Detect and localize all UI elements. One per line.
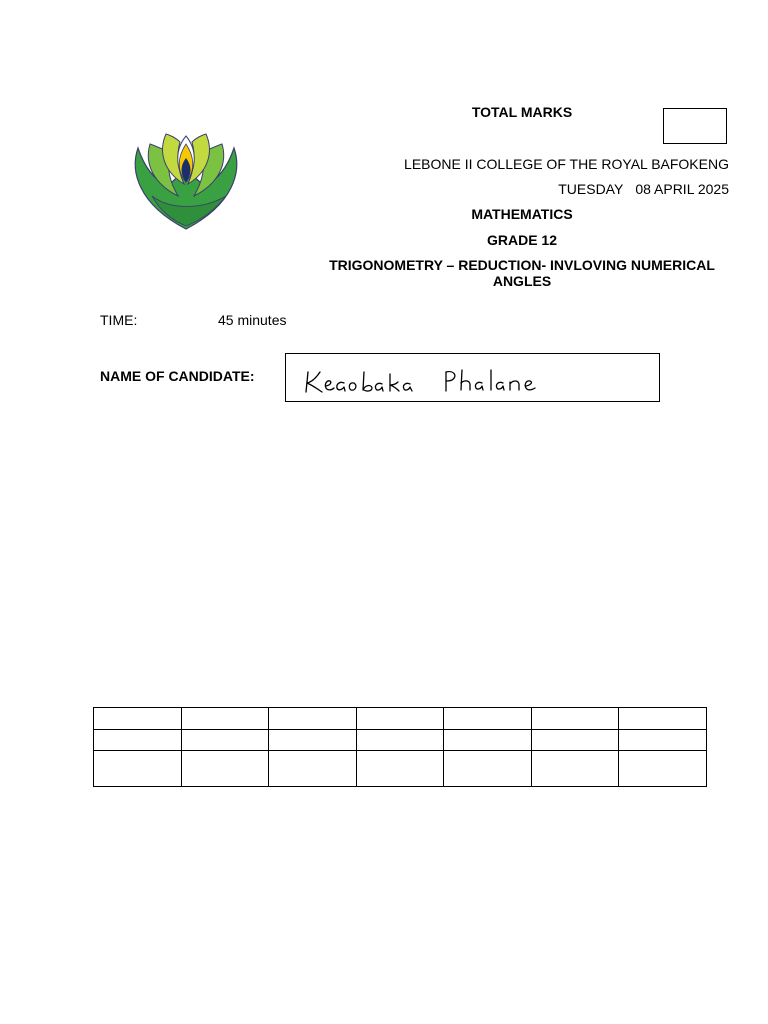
subject-title: MATHEMATICS <box>471 206 573 222</box>
marks-table <box>93 707 707 787</box>
topic-title: TRIGONOMETRY – REDUCTION- INVLOVING NUMERICAL ANGLES <box>329 257 715 289</box>
table-cell[interactable] <box>444 708 532 730</box>
table-cell[interactable] <box>269 708 357 730</box>
table-cell[interactable] <box>531 708 619 730</box>
grade-title: GRADE 12 <box>486 232 558 248</box>
candidate-name-field[interactable] <box>285 353 660 402</box>
table-cell[interactable] <box>531 751 619 787</box>
table-cell[interactable] <box>181 708 269 730</box>
table-row <box>94 730 707 751</box>
school-name: LEBONE II COLLEGE OF THE ROYAL BAFOKENG <box>404 156 729 172</box>
time-label: TIME: <box>100 312 138 328</box>
table-cell[interactable] <box>269 730 357 751</box>
handwritten-signature <box>286 354 659 401</box>
table-cell[interactable] <box>269 751 357 787</box>
table-cell[interactable] <box>181 730 269 751</box>
total-marks-label: TOTAL MARKS <box>471 104 573 120</box>
table-cell[interactable] <box>356 708 444 730</box>
table-cell[interactable] <box>619 730 707 751</box>
table-cell[interactable] <box>94 708 182 730</box>
table-cell[interactable] <box>181 751 269 787</box>
table-cell[interactable] <box>356 751 444 787</box>
candidate-name-label: NAME OF CANDIDATE: <box>100 368 255 384</box>
table-cell[interactable] <box>619 708 707 730</box>
college-crest-icon <box>130 126 242 234</box>
table-row <box>94 751 707 787</box>
table-cell[interactable] <box>444 751 532 787</box>
time-value: 45 minutes <box>218 312 287 328</box>
exam-day: TUESDAY <box>558 181 624 197</box>
exam-date-line <box>558 181 729 197</box>
table-cell[interactable] <box>444 730 532 751</box>
table-cell[interactable] <box>94 751 182 787</box>
total-marks-box <box>663 108 727 144</box>
table-row <box>94 708 707 730</box>
table-cell[interactable] <box>531 730 619 751</box>
table-cell[interactable] <box>94 730 182 751</box>
exam-date: 08 APRIL 2025 <box>635 181 729 197</box>
college-logo <box>130 126 242 239</box>
table-cell[interactable] <box>356 730 444 751</box>
table-cell[interactable] <box>619 751 707 787</box>
